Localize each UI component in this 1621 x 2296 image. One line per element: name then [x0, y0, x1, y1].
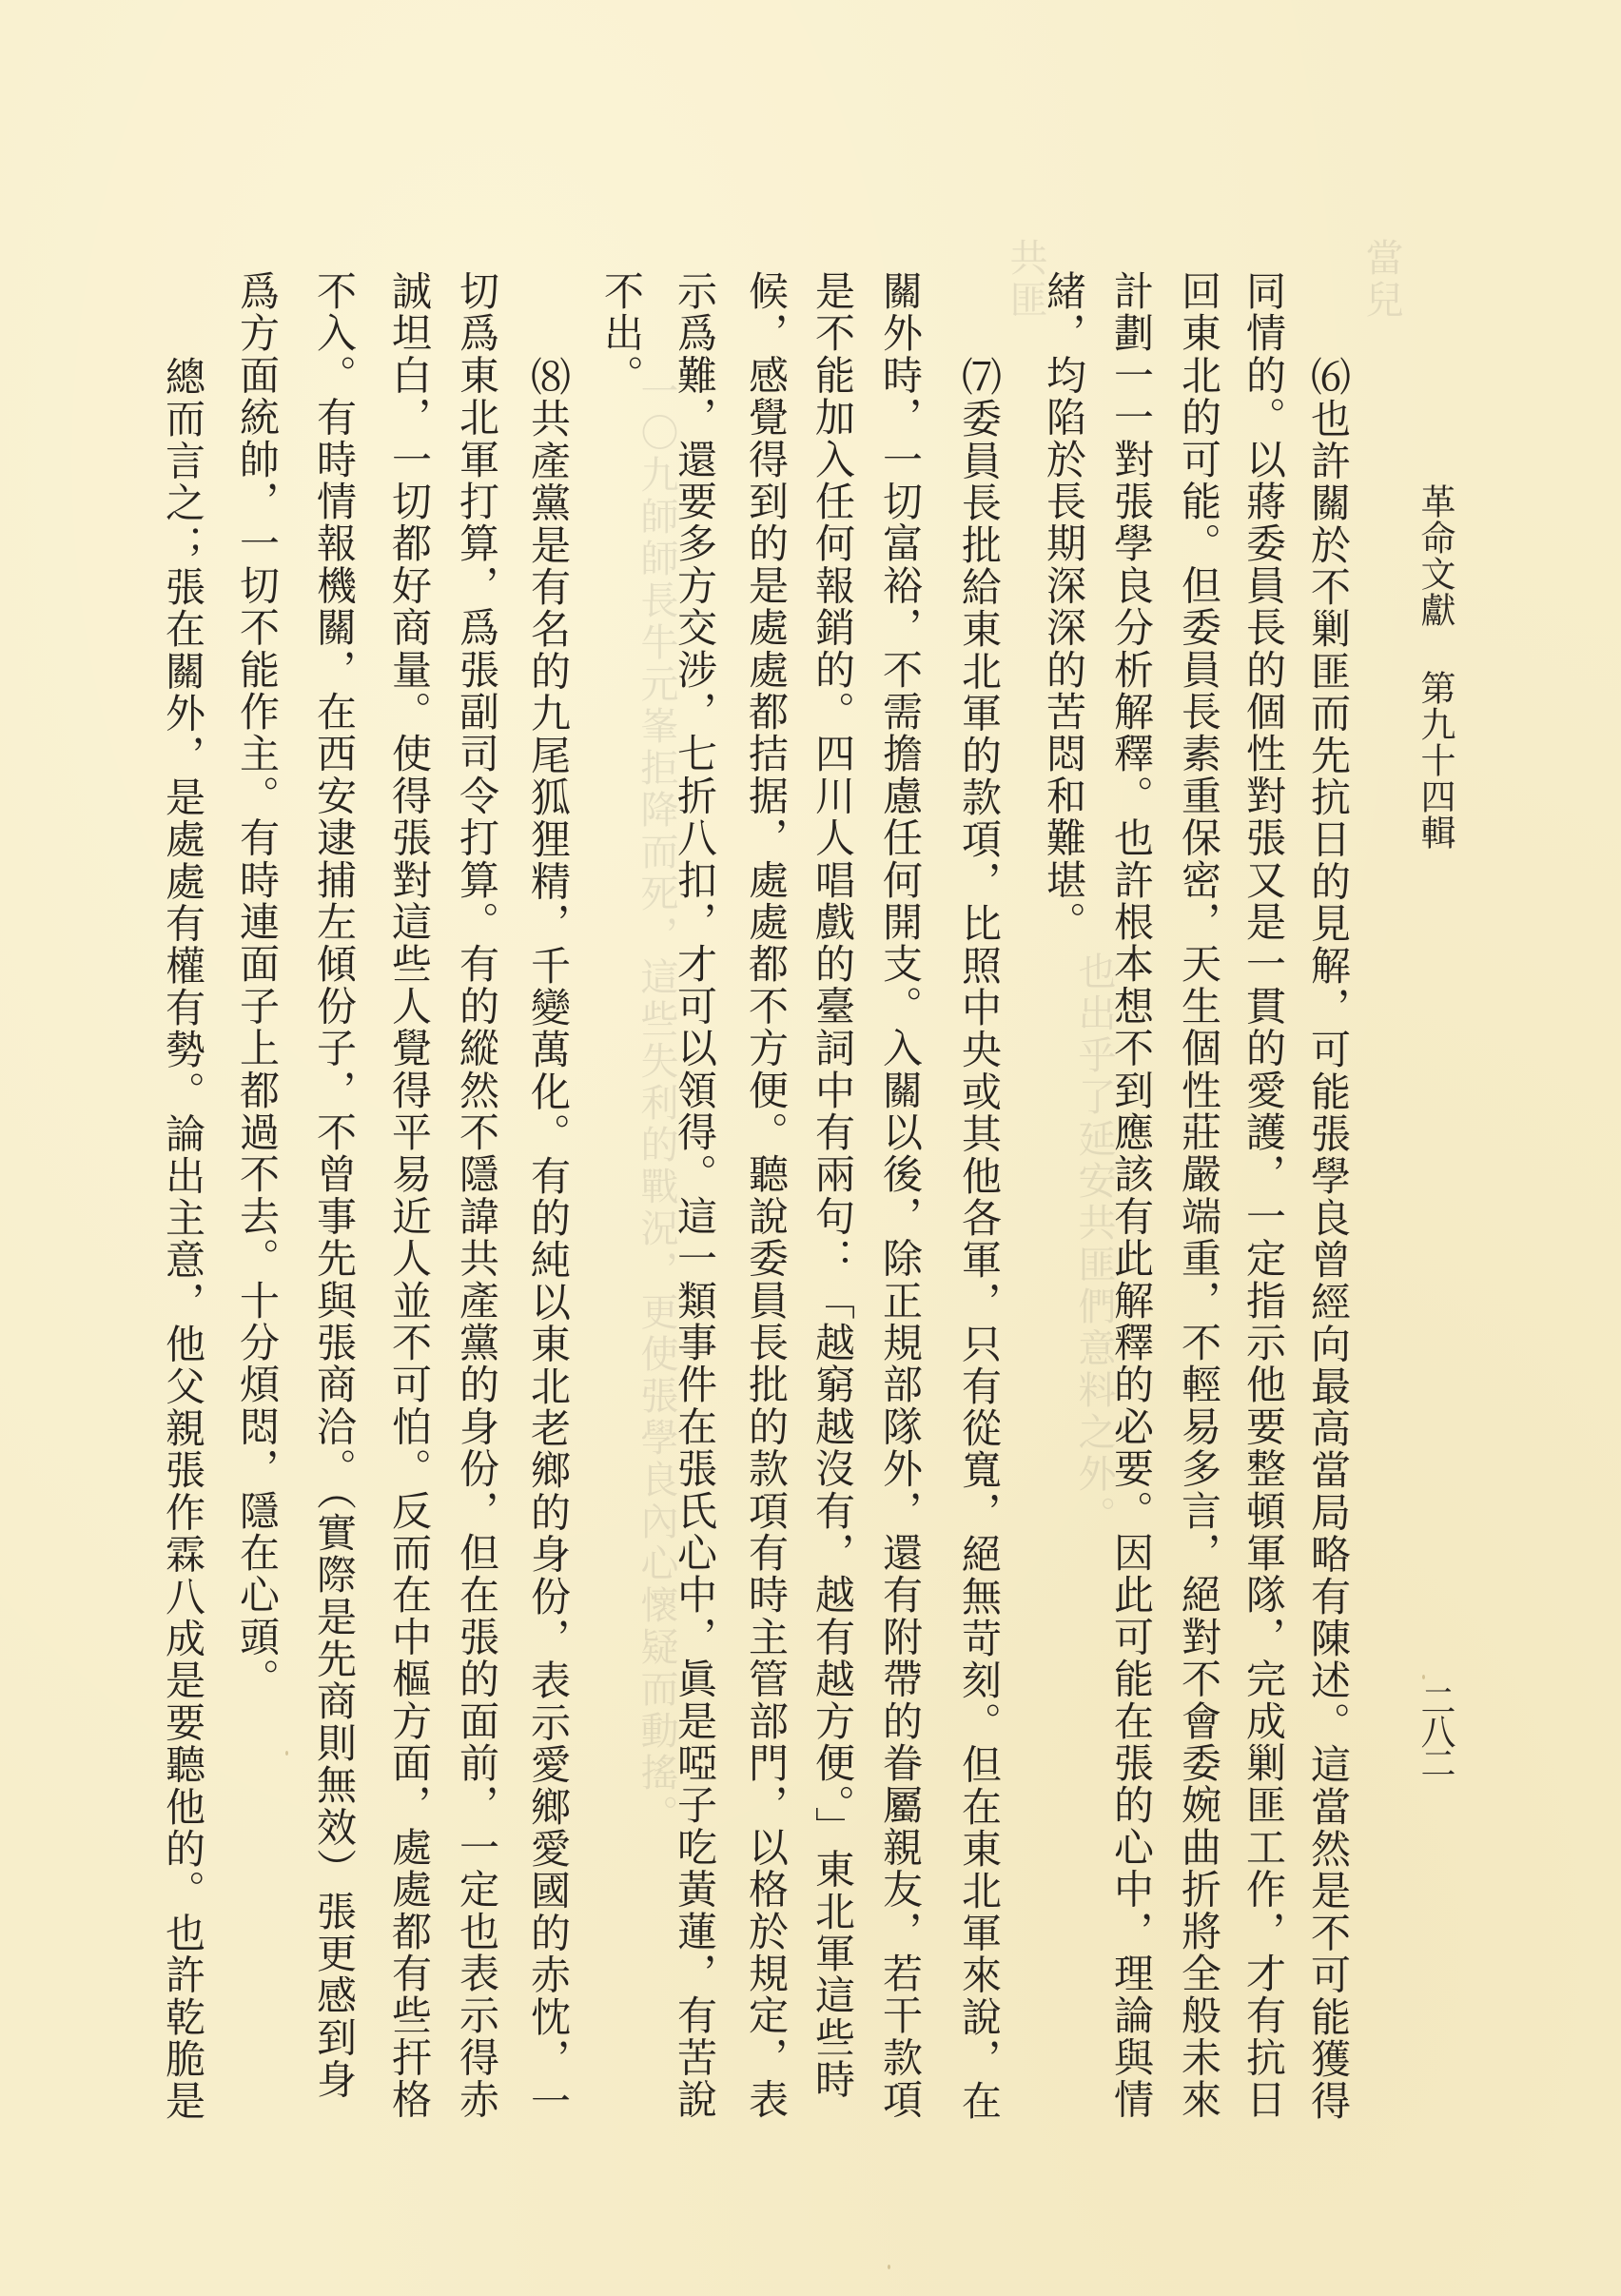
paragraph-7-col-2: 關外時，一切富裕，不需擔慮任何開支。入關以後，除正規部隊外，還有附帶的眷屬親友，若干款項 — [877, 270, 924, 2121]
paragraph-8-col-1: ⑻共產黨是有名的九尾狐狸精，千變萬化。有的純以東北老鄉的身份，表示愛鄉愛國的赤忱，一 — [525, 356, 572, 2123]
paragraph-6-col-2: 同情的。以蔣委員長的個性對張又是一貫的愛護，一定指示他要整頓軍隊，完成剿匪工作，才有抗日 — [1240, 270, 1287, 2121]
bleed-through-text: 也出乎了延安共匪們意料之外。 — [1072, 952, 1116, 1538]
summary-paragraph-col-1: 總而言之；張在關外，是處處有權有勢。論出主意，他父親張作霖八成是要聽他的。也許乾脆是 — [160, 356, 206, 2123]
paragraph-7-col-4: 候，感覺得到的是處處都拮据，處處都不方便。聽說委員長批的款項有時主管部門，以格於規定，表 — [743, 270, 790, 2121]
paragraph-6-col-5: 緒，均陷於長期深深的苦悶和難堪。 — [1041, 270, 1087, 944]
running-header — [1406, 483, 1463, 851]
volume-label: 第九十四輯 — [1415, 670, 1455, 851]
paragraph-6-col-3: 回東北的可能。但委員長素重保密，天生個性莊嚴端重，不輕易多言，絕對不會委婉曲折將全般未來 — [1176, 270, 1222, 2121]
paragraph-7-col-5: 示爲難，還要多方交涉，七折八扣，才可以領得。這一類事件在張氏心中，眞是啞子吃黃蓮，有苦說 — [672, 270, 718, 2121]
paragraph-7-col-6: 不出。 — [598, 270, 645, 397]
paragraph-7-col-3: 是不能加入任何報銷的。四川人唱戲的臺詞中有兩句：「越窮越沒有，越有越方便。」東北軍這些時 — [810, 270, 856, 2101]
paragraph-6-col-4: 計劃一一對張學良分析解釋。也許根本想不到應該有此解釋的必要。因此可能在張的心中，理論與情 — [1108, 270, 1155, 2121]
bleed-through-text: 一〇九師師長牛元峯拒降而死，這些失利的戰況，更使張學良內心懷疑而動搖。 — [635, 371, 678, 1836]
bleed-through-text: 當兒 — [1359, 238, 1403, 322]
paragraph-8-col-5: 爲方面統帥，一切不能作主。有時連面子上都過不去。十分煩悶，隱在心頭。 — [234, 270, 281, 1700]
paragraph-6-col-1: ⑹也許關於不剿匪而先抗日的見解，可能張學良曾經向最高當局略有陳述。這當然是不可能獲得 — [1305, 356, 1352, 2123]
book-title: 革命文獻 — [1415, 483, 1455, 628]
paper-speck — [888, 2265, 890, 2269]
paragraph-8-col-4: 不入。有時情報機關，在西安逮捕左傾份子，不曾事先與張商洽。（實際是先商則無效）張更感到身 — [311, 270, 358, 2101]
paper-speck — [285, 1751, 288, 1756]
paragraph-8-col-3: 誠坦白，一切都好商量。使得張對這些人覺得平易近人並不可怕。反而在中樞方面，處處都有些扞格 — [386, 270, 433, 2121]
paper-speck — [1422, 1675, 1425, 1679]
bleed-through-text: 共匪 — [1004, 238, 1047, 322]
paragraph-7-col-1: ⑺委員長批給東北軍的款項，比照中央或其他各軍，只有從寬，絕無苛刻。但在東北軍來說，在 — [956, 356, 1003, 2123]
paragraph-8-col-2: 切爲東北軍打算，爲張副司令打算。有的縱然不隱諱共產黨的身份，但在張的面前，一定也表示得赤 — [454, 270, 500, 2121]
page-number: 二八二 — [1415, 1682, 1455, 1776]
